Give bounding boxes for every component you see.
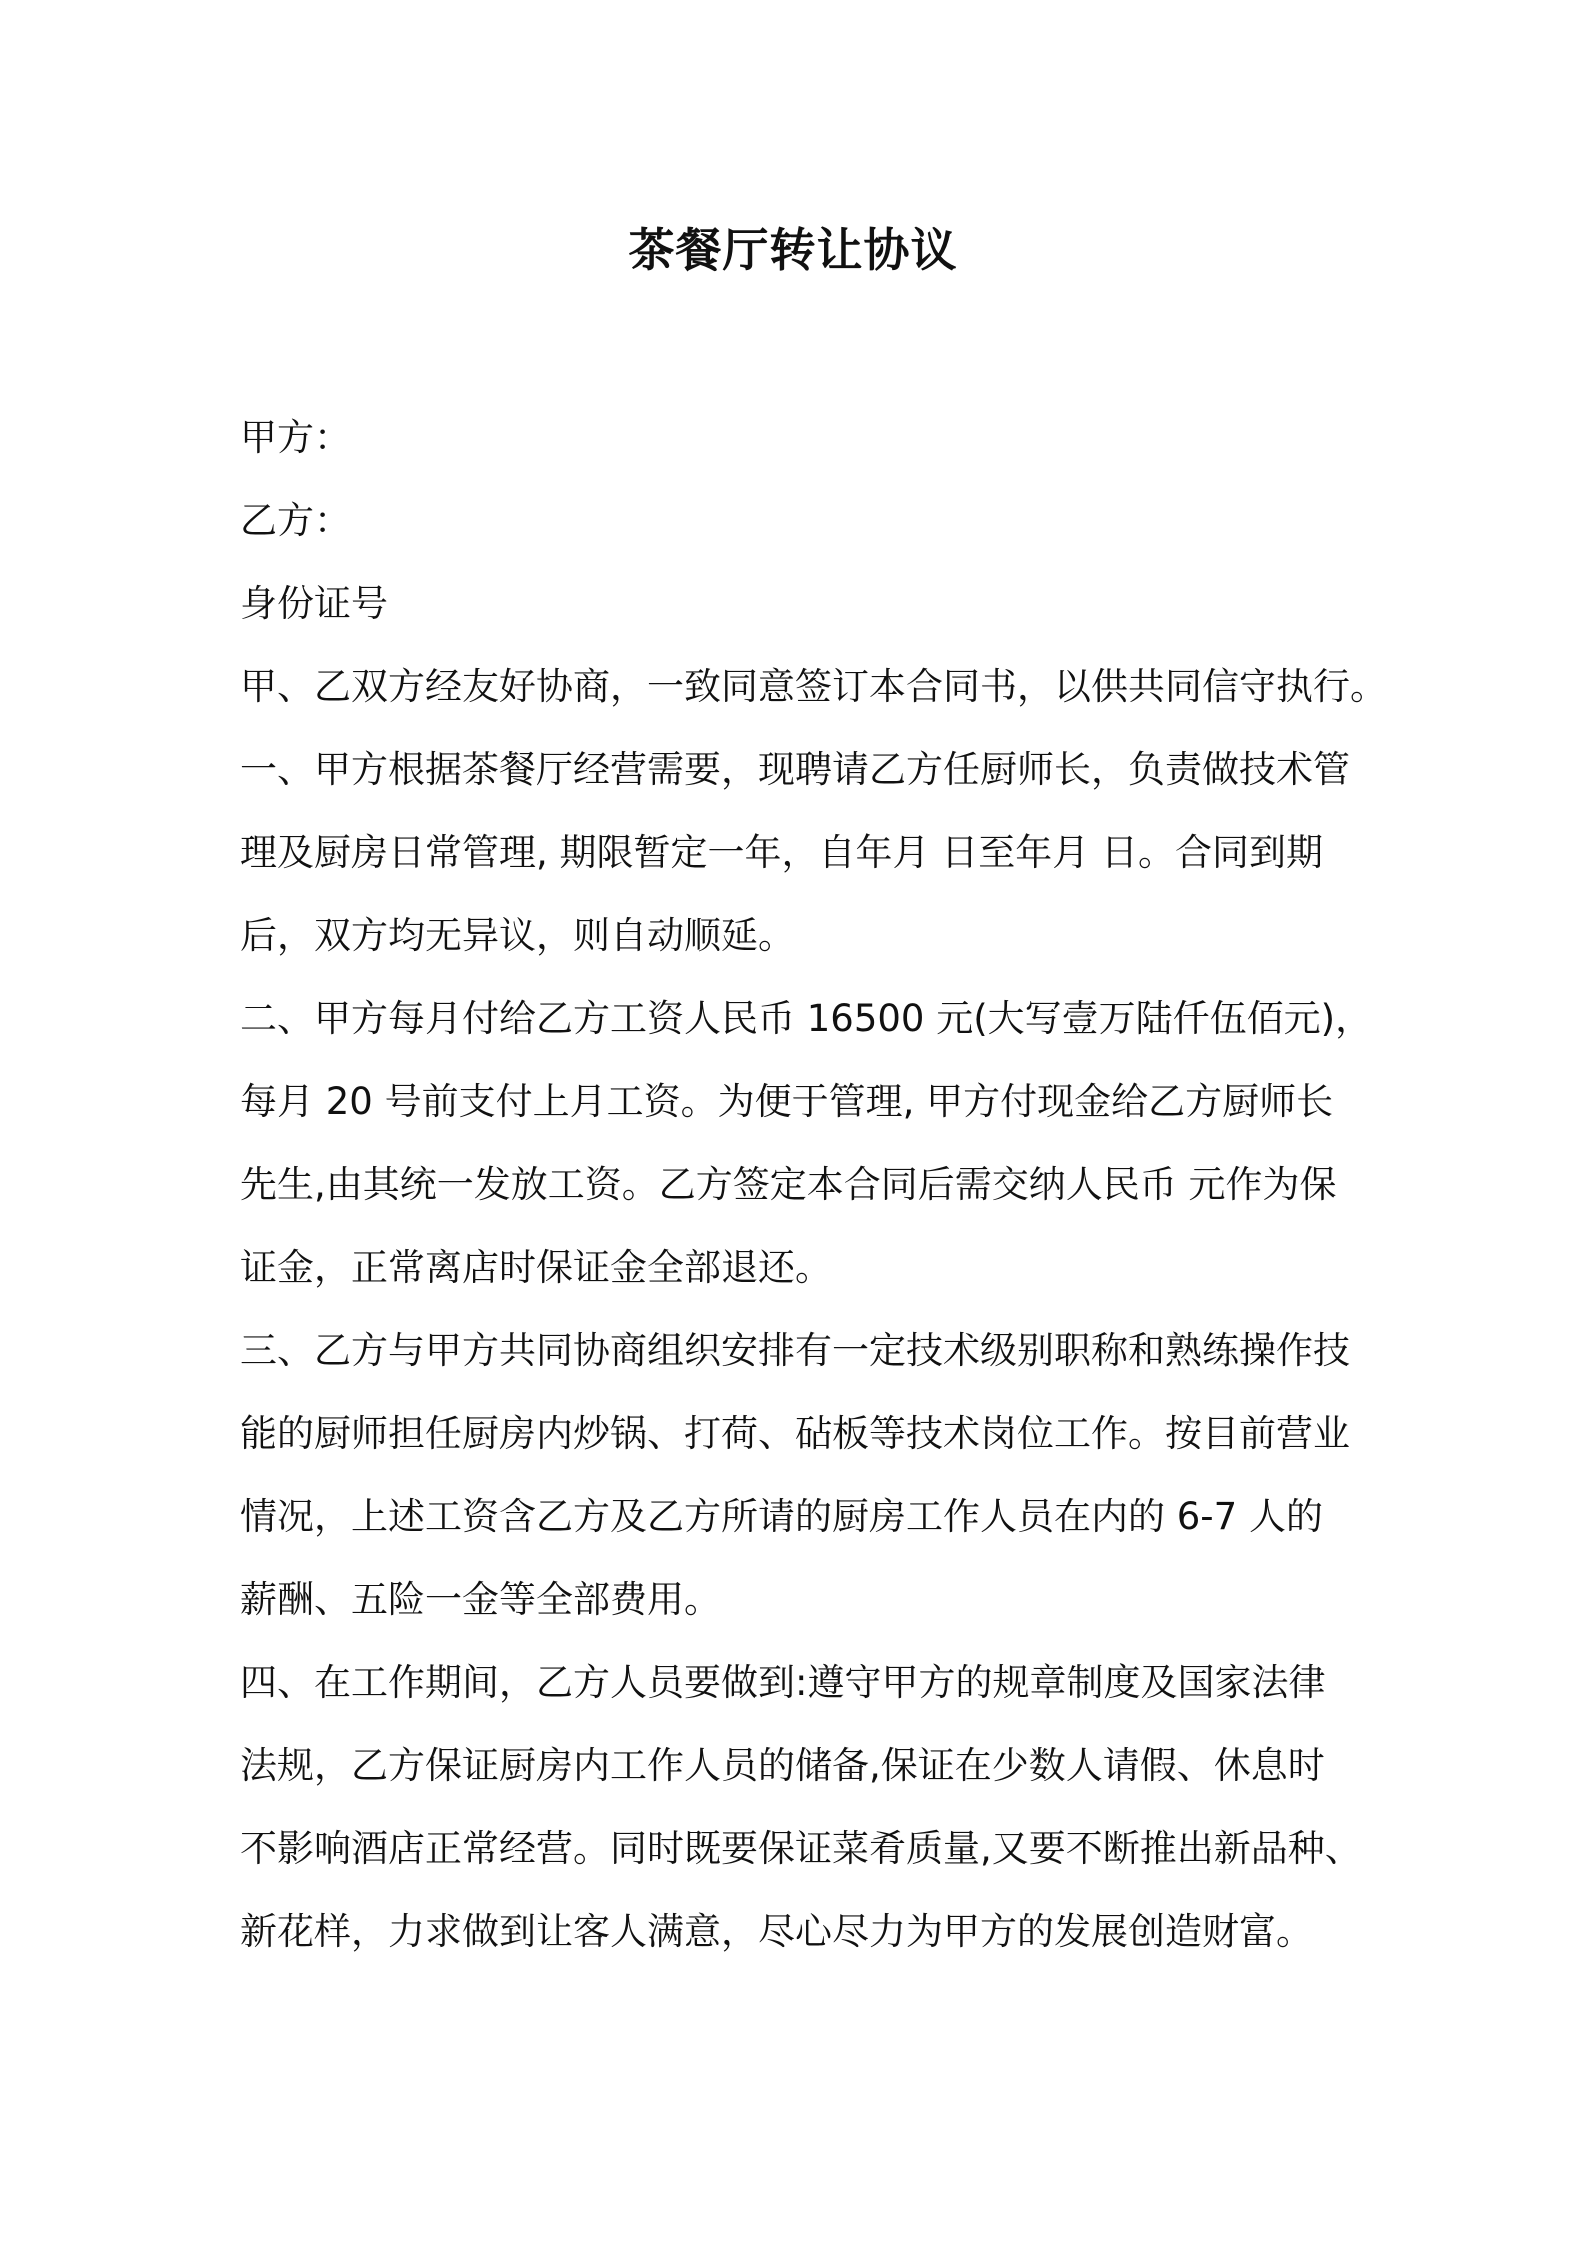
intro-paragraph: 甲、乙双方经友好协商，一致同意签订本合同书，以供共同信守执行。 bbox=[240, 665, 1387, 708]
id-number-label: 身份证号 bbox=[240, 582, 388, 625]
document-title: 茶餐厅转让协议 bbox=[628, 223, 958, 277]
clause-line: 法规，乙方保证厨房内工作人员的储备,保证在少数人请假、休息时 bbox=[240, 1744, 1325, 1787]
party-b-label: 乙方： bbox=[240, 499, 351, 542]
clause-line: 先生,由其统一发放工资。乙方签定本合同后需交纳人民币 元作为保 bbox=[240, 1163, 1337, 1206]
clause-line: 每月 20 号前支付上月工资。为便于管理, 甲方付现金给乙方厨师长 bbox=[240, 1080, 1334, 1123]
clause-line: 薪酬、五险一金等全部费用。 bbox=[240, 1578, 721, 1621]
clause-line: 能的厨师担任厨房内炒锅、打荷、砧板等技术岗位工作。按目前营业 bbox=[240, 1412, 1350, 1455]
clause-line: 后，双方均无异议，则自动顺延。 bbox=[240, 914, 795, 957]
clause-line: 一、甲方根据茶餐厅经营需要，现聘请乙方任厨师长，负责做技术管 bbox=[240, 748, 1350, 791]
clause-line: 二、甲方每月付给乙方工资人民币 16500 元(大写壹万陆仟伍佰元)， bbox=[240, 997, 1373, 1040]
clause-line: 四、在工作期间，乙方人员要做到:遵守甲方的规章制度及国家法律 bbox=[240, 1661, 1326, 1704]
clause-line: 情况，上述工资含乙方及乙方所请的厨房工作人员在内的 6-7 人的 bbox=[240, 1495, 1323, 1538]
clause-2 bbox=[240, 977, 1373, 1309]
clause-3 bbox=[240, 1309, 1365, 1641]
clause-line: 新花样，力求做到让客人满意，尽心尽力为甲方的发展创造财富。 bbox=[240, 1910, 1313, 1953]
clause-line: 证金，正常离店时保证金全部退还。 bbox=[240, 1246, 832, 1289]
party-a-label: 甲方： bbox=[240, 416, 351, 459]
clause-line: 理及厨房日常管理, 期限暂定一年，自年月 日至年月 日。合同到期 bbox=[240, 831, 1324, 874]
clause-line: 不影响酒店正常经营。同时既要保证菜肴质量,又要不断推出新品种、 bbox=[240, 1827, 1362, 1870]
clause-1 bbox=[240, 728, 1365, 977]
clause-line: 三、乙方与甲方共同协商组织安排有一定技术级别职称和熟练操作技 bbox=[240, 1329, 1350, 1372]
clause-4 bbox=[240, 1641, 1365, 1973]
document-body bbox=[240, 396, 1387, 1973]
